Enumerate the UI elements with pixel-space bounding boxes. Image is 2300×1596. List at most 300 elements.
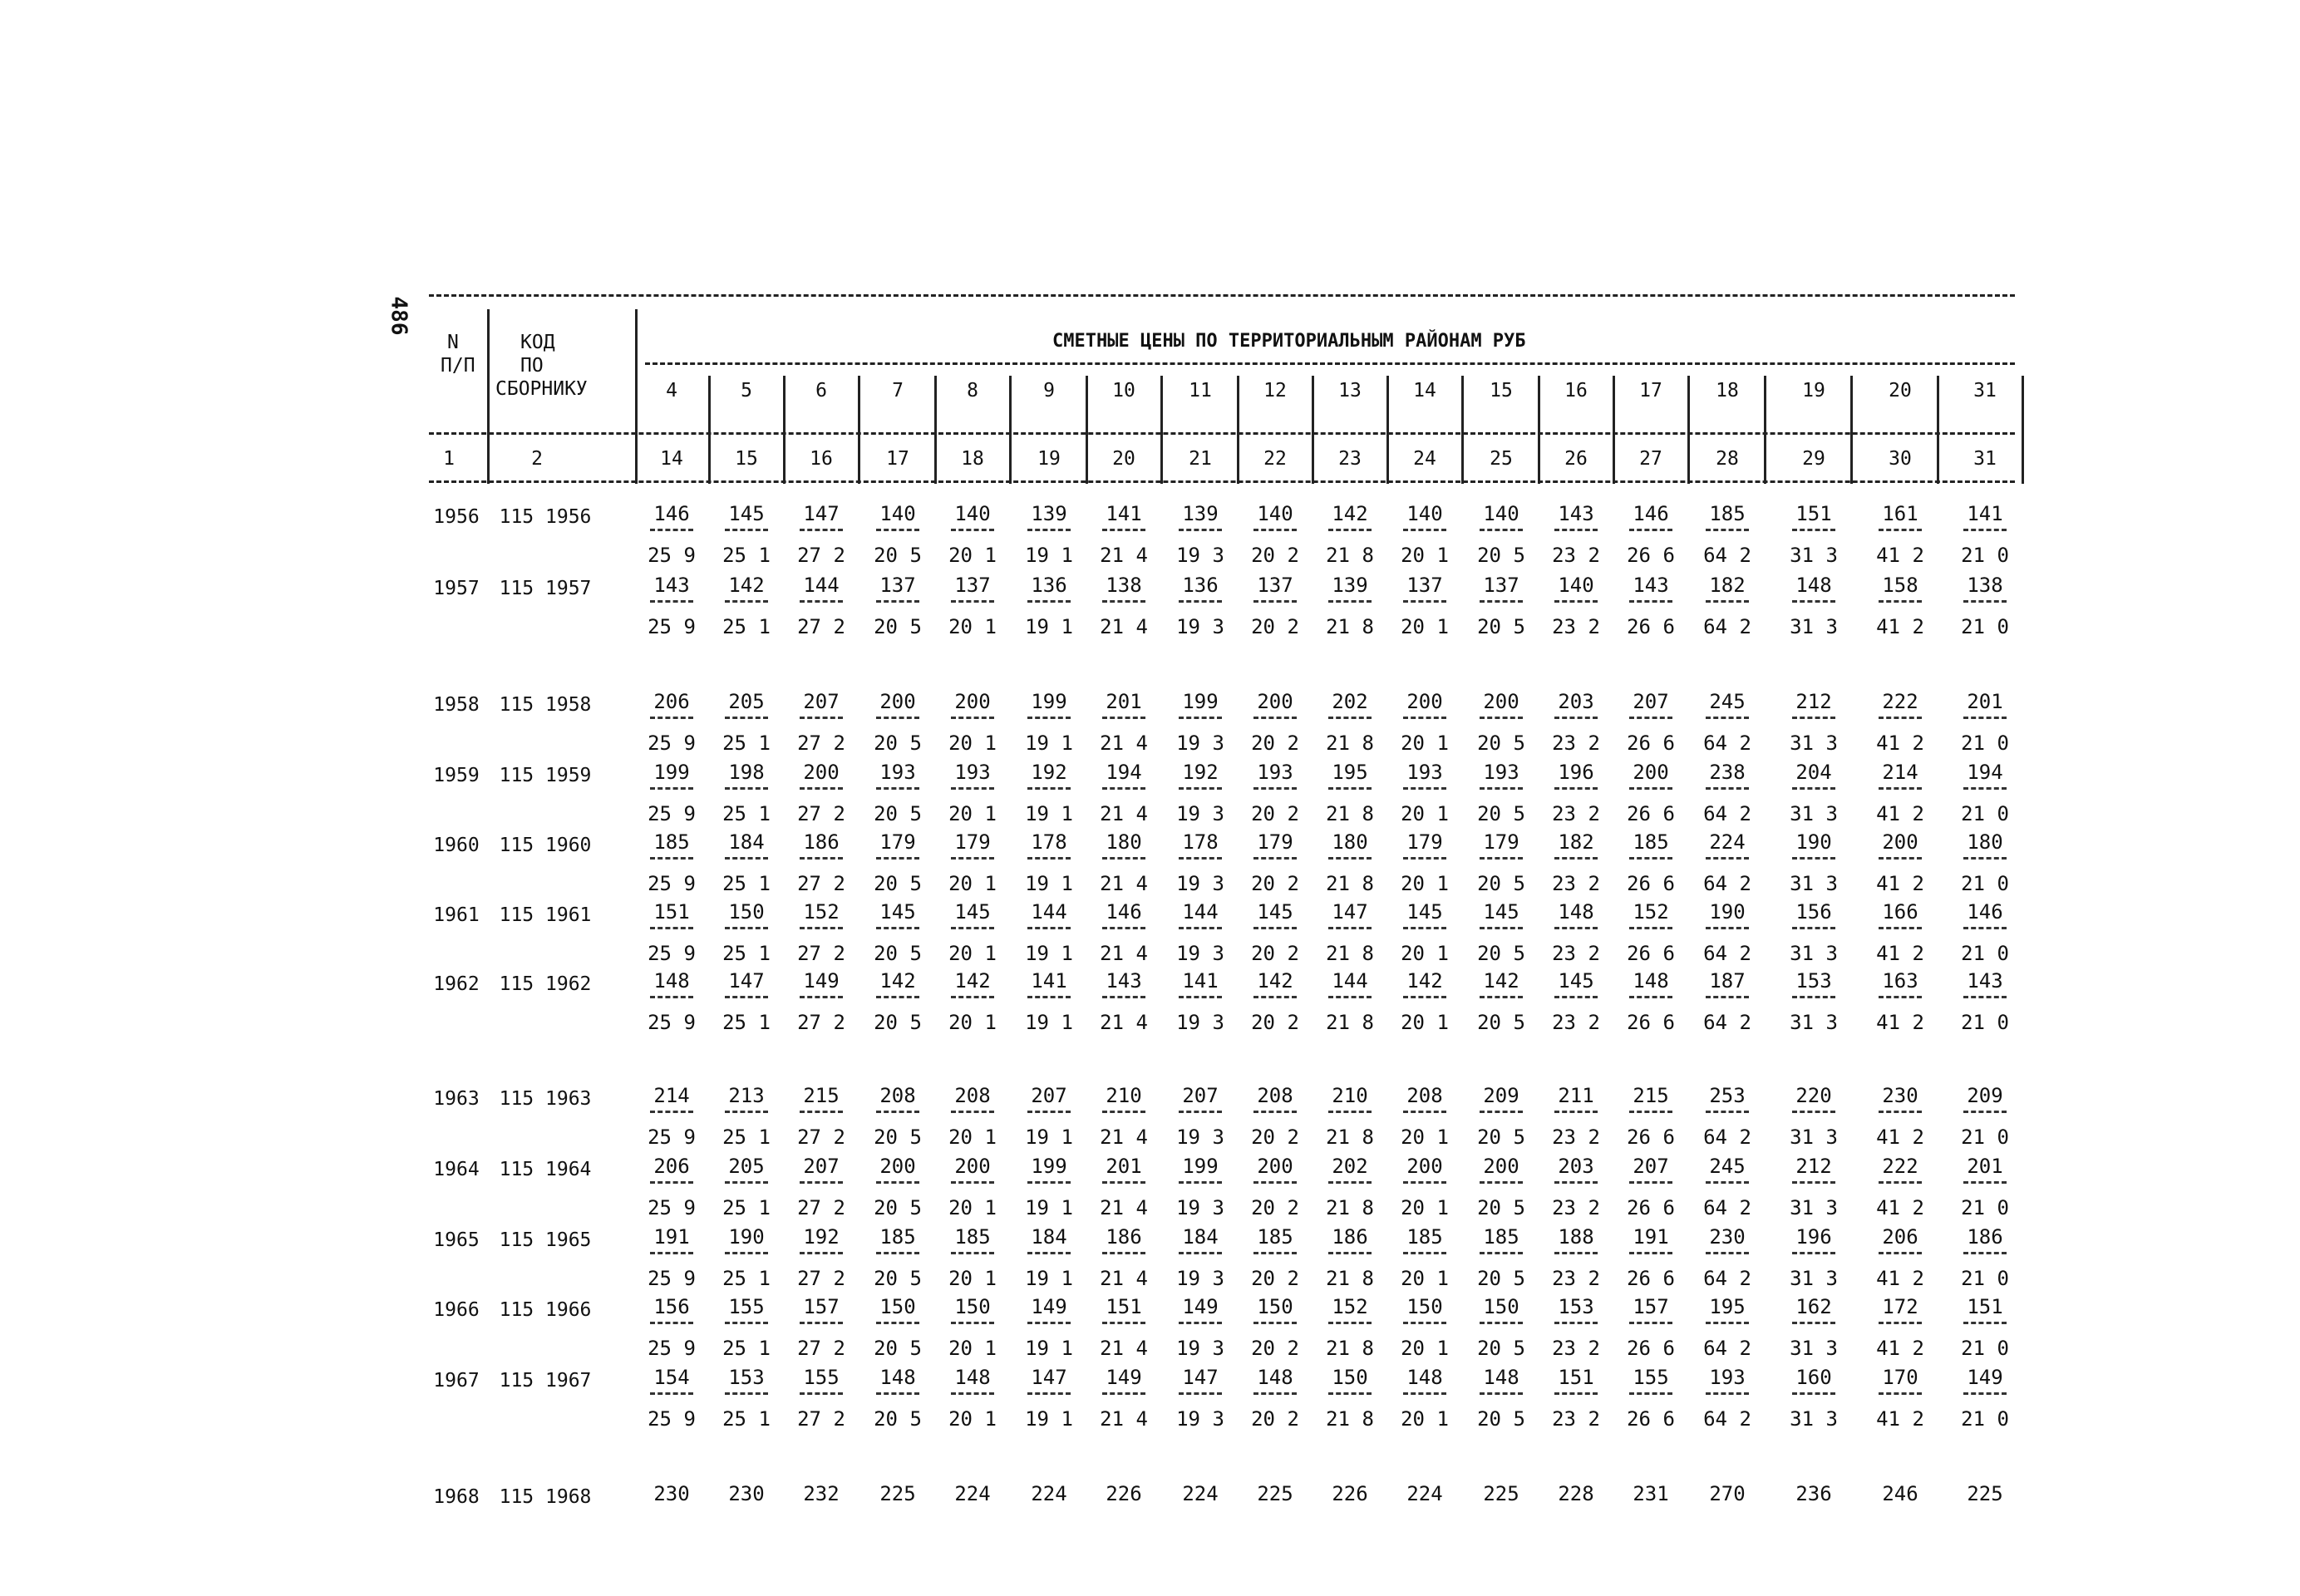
fraction-bar — [800, 927, 843, 929]
denominator-value: 20 5 — [874, 1196, 922, 1219]
price-value: 214 — [653, 1084, 690, 1107]
region-number: 18 — [1716, 380, 1739, 401]
fraction-bar — [650, 529, 693, 531]
price-value: 148 — [1633, 969, 1669, 993]
denominator-value: 21 0 — [1961, 872, 2009, 895]
price-value: 207 — [803, 690, 840, 713]
denominator-value: 20 2 — [1251, 732, 1299, 755]
fraction-bar — [1706, 1252, 1749, 1254]
price-value: 148 — [1483, 1366, 1519, 1389]
price-value: 158 — [1882, 574, 1918, 597]
denominator-value: 19 3 — [1176, 1407, 1224, 1431]
column-index: 30 — [1889, 448, 1912, 470]
denominator-value: 21 0 — [1961, 942, 2009, 965]
row-code: 115 1963 — [499, 1088, 592, 1110]
price-value: 154 — [653, 1366, 690, 1389]
denominator-value: 26 6 — [1627, 872, 1675, 895]
price-value: 148 — [1257, 1366, 1293, 1389]
denominator-value: 25 1 — [722, 1267, 771, 1290]
fraction-bar — [951, 1181, 994, 1184]
price-value: 200 — [1257, 690, 1293, 713]
price-value: 136 — [1182, 574, 1219, 597]
denominator-value: 20 2 — [1251, 615, 1299, 638]
denominator-value: 19 1 — [1025, 1407, 1073, 1431]
fraction-bar — [1879, 1252, 1922, 1254]
fraction-bar — [1403, 996, 1446, 998]
price-value: 199 — [653, 761, 690, 784]
denominator-value: 26 6 — [1627, 942, 1675, 965]
price-value: 152 — [803, 900, 840, 924]
price-value: 172 — [1882, 1295, 1918, 1318]
price-value: 202 — [1332, 690, 1368, 713]
fraction-bar — [1102, 1252, 1145, 1254]
fraction-bar — [800, 1322, 843, 1324]
fraction-bar — [1480, 1252, 1523, 1254]
price-value: 149 — [1106, 1366, 1142, 1389]
price-value: 180 — [1332, 830, 1368, 854]
price-value: 225 — [1257, 1482, 1293, 1505]
denominator-value: 20 5 — [1477, 942, 1525, 965]
region-number: 7 — [892, 380, 904, 401]
price-value: 141 — [1031, 969, 1067, 993]
price-value: 142 — [954, 969, 991, 993]
denominator-value: 27 2 — [797, 802, 845, 825]
fraction-bar — [1102, 1392, 1145, 1395]
price-value: 142 — [1332, 502, 1368, 525]
denominator-value: 25 1 — [722, 942, 771, 965]
fraction-bar — [1328, 600, 1372, 603]
price-value: 185 — [1406, 1225, 1443, 1249]
price-value: 206 — [653, 690, 690, 713]
denominator-value: 20 1 — [948, 1126, 997, 1149]
denominator-value: 21 8 — [1326, 615, 1374, 638]
price-value: 211 — [1558, 1084, 1594, 1107]
price-value: 224 — [1709, 830, 1746, 854]
fraction-bar — [1403, 857, 1446, 860]
price-value: 179 — [1257, 830, 1293, 854]
fraction-bar — [1102, 717, 1145, 719]
denominator-value: 31 3 — [1790, 615, 1838, 638]
price-value: 224 — [954, 1482, 991, 1505]
fraction-bar — [1554, 857, 1598, 860]
denominator-value: 26 6 — [1627, 1337, 1675, 1360]
price-value: 153 — [728, 1366, 765, 1389]
price-value: 186 — [803, 830, 840, 854]
fraction-bar — [650, 857, 693, 860]
denominator-value: 20 1 — [1401, 802, 1449, 825]
price-value: 195 — [1332, 761, 1368, 784]
fraction-bar — [1480, 1322, 1523, 1324]
fraction-bar — [951, 857, 994, 860]
denominator-value: 23 2 — [1552, 1196, 1600, 1219]
fraction-bar — [725, 1322, 768, 1324]
fraction-bar — [1480, 1181, 1523, 1184]
fraction-bar — [1792, 996, 1835, 998]
price-value: 179 — [954, 830, 991, 854]
denominator-value: 27 2 — [797, 1407, 845, 1431]
fraction-bar — [800, 1111, 843, 1113]
fraction-bar — [1027, 529, 1071, 531]
column-index: 14 — [660, 448, 683, 470]
price-value: 157 — [1633, 1295, 1669, 1318]
fraction-bar — [1403, 1111, 1446, 1113]
price-value: 185 — [1483, 1225, 1519, 1249]
denominator-value: 20 5 — [1477, 802, 1525, 825]
price-value: 150 — [728, 900, 765, 924]
fraction-bar — [1179, 787, 1222, 790]
fraction-bar — [876, 857, 919, 860]
denominator-value: 20 5 — [874, 802, 922, 825]
column-index: 23 — [1338, 448, 1362, 470]
fraction-bar — [1027, 717, 1071, 719]
denominator-value: 31 3 — [1790, 942, 1838, 965]
price-value: 145 — [1483, 900, 1519, 924]
price-value: 144 — [1332, 969, 1368, 993]
price-value: 236 — [1795, 1482, 1832, 1505]
denominator-value: 27 2 — [797, 1267, 845, 1290]
fraction-bar — [1328, 857, 1372, 860]
price-value: 146 — [653, 502, 690, 525]
denominator-value: 20 5 — [874, 942, 922, 965]
row-code: 115 1967 — [499, 1370, 592, 1392]
denominator-value: 41 2 — [1876, 802, 1924, 825]
denominator-value: 26 6 — [1627, 1126, 1675, 1149]
fraction-bar — [1629, 1252, 1672, 1254]
price-value: 203 — [1558, 1155, 1594, 1178]
fraction-bar — [1328, 787, 1372, 790]
price-value: 206 — [653, 1155, 690, 1178]
fraction-bar — [1792, 1252, 1835, 1254]
fraction-bar — [1963, 529, 2007, 531]
denominator-value: 20 1 — [1401, 1337, 1449, 1360]
price-value: 185 — [1257, 1225, 1293, 1249]
price-value: 231 — [1633, 1482, 1669, 1505]
fraction-bar — [1629, 1181, 1672, 1184]
price-value: 207 — [1633, 1155, 1669, 1178]
price-value: 200 — [1483, 690, 1519, 713]
denominator-value: 21 4 — [1100, 615, 1148, 638]
denominator-value: 26 6 — [1627, 1407, 1675, 1431]
denominator-value: 19 3 — [1176, 802, 1224, 825]
fraction-bar — [800, 600, 843, 603]
denominator-value: 21 8 — [1326, 1196, 1374, 1219]
denominator-value: 21 8 — [1326, 872, 1374, 895]
fraction-bar — [800, 529, 843, 531]
price-value: 137 — [1406, 574, 1443, 597]
price-value: 200 — [1406, 1155, 1443, 1178]
region-divider — [1538, 376, 1540, 484]
price-value: 206 — [1882, 1225, 1918, 1249]
price-value: 203 — [1558, 690, 1594, 713]
denominator-value: 41 2 — [1876, 942, 1924, 965]
price-value: 139 — [1332, 574, 1368, 597]
fraction-bar — [1328, 1392, 1372, 1395]
fraction-bar — [1328, 1111, 1372, 1113]
price-value: 184 — [1031, 1225, 1067, 1249]
fraction-bar — [1179, 529, 1222, 531]
header-n-line2: П/П — [441, 355, 475, 377]
price-value: 193 — [954, 761, 991, 784]
region-divider — [1937, 376, 1939, 484]
row-number: 1959 — [433, 765, 480, 786]
fraction-bar — [725, 927, 768, 929]
price-value: 144 — [803, 574, 840, 597]
price-value: 214 — [1882, 761, 1918, 784]
fraction-bar — [1792, 600, 1835, 603]
column-index: 20 — [1112, 448, 1135, 470]
row-number: 1968 — [433, 1486, 480, 1508]
price-value: 153 — [1558, 1295, 1594, 1318]
fraction-bar — [876, 996, 919, 998]
fraction-bar — [1403, 787, 1446, 790]
denominator-value: 20 2 — [1251, 1011, 1299, 1034]
denominator-value: 20 1 — [1401, 872, 1449, 895]
fraction-bar — [1792, 529, 1835, 531]
region-number: 14 — [1413, 380, 1436, 401]
fraction-bar — [1102, 1322, 1145, 1324]
denominator-value: 25 9 — [648, 732, 696, 755]
price-value: 143 — [1558, 502, 1594, 525]
fraction-bar — [1179, 1322, 1222, 1324]
region-divider — [1312, 376, 1314, 484]
row-code: 115 1958 — [499, 694, 592, 716]
price-value: 179 — [1483, 830, 1519, 854]
denominator-value: 21 8 — [1326, 1337, 1374, 1360]
column-index: 28 — [1716, 448, 1739, 470]
price-value: 207 — [1031, 1084, 1067, 1107]
denominator-value: 20 5 — [1477, 544, 1525, 567]
denominator-value: 41 2 — [1876, 732, 1924, 755]
fraction-bar — [725, 857, 768, 860]
region-number: 19 — [1802, 380, 1825, 401]
price-value: 226 — [1332, 1482, 1368, 1505]
denominator-value: 21 8 — [1326, 802, 1374, 825]
fraction-bar — [1480, 717, 1523, 719]
denominator-value: 21 4 — [1100, 732, 1148, 755]
price-value: 140 — [1257, 502, 1293, 525]
row-code: 115 1960 — [499, 835, 592, 856]
denominator-value: 25 9 — [648, 1267, 696, 1290]
fraction-bar — [650, 717, 693, 719]
price-value: 148 — [954, 1366, 991, 1389]
fraction-bar — [1253, 1322, 1297, 1324]
fraction-bar — [1480, 787, 1523, 790]
denominator-value: 27 2 — [797, 872, 845, 895]
price-value: 184 — [1182, 1225, 1219, 1249]
row-number: 1967 — [433, 1370, 480, 1392]
fraction-bar — [650, 1392, 693, 1395]
region-number: 6 — [815, 380, 827, 401]
column-index: 15 — [735, 448, 758, 470]
denominator-value: 25 1 — [722, 732, 771, 755]
denominator-value: 20 1 — [948, 802, 997, 825]
fraction-bar — [1179, 717, 1222, 719]
denominator-value: 21 0 — [1961, 1267, 2009, 1290]
denominator-value: 20 2 — [1251, 1126, 1299, 1149]
denominator-value: 20 1 — [1401, 1011, 1449, 1034]
region-divider — [1613, 376, 1615, 484]
price-value: 193 — [1406, 761, 1443, 784]
region-number: 20 — [1889, 380, 1912, 401]
denominator-value: 31 3 — [1790, 544, 1838, 567]
price-value: 230 — [1709, 1225, 1746, 1249]
price-value: 141 — [1967, 502, 2003, 525]
column-index: 26 — [1564, 448, 1588, 470]
denominator-value: 20 5 — [874, 872, 922, 895]
price-value: 148 — [1558, 900, 1594, 924]
fraction-bar — [1480, 927, 1523, 929]
fraction-bar — [1963, 600, 2007, 603]
denominator-value: 21 8 — [1326, 544, 1374, 567]
price-value: 147 — [728, 969, 765, 993]
price-value: 245 — [1709, 690, 1746, 713]
denominator-value: 21 4 — [1100, 872, 1148, 895]
fraction-bar — [1480, 996, 1523, 998]
fraction-bar — [1706, 717, 1749, 719]
fraction-bar — [951, 996, 994, 998]
price-value: 200 — [803, 761, 840, 784]
denominator-value: 64 2 — [1703, 615, 1751, 638]
price-value: 226 — [1106, 1482, 1142, 1505]
denominator-value: 20 1 — [1401, 615, 1449, 638]
fraction-bar — [1480, 1392, 1523, 1395]
region-number: 12 — [1263, 380, 1287, 401]
price-value: 144 — [1182, 900, 1219, 924]
price-value: 238 — [1709, 761, 1746, 784]
fraction-bar — [1629, 787, 1672, 790]
price-value: 150 — [1332, 1366, 1368, 1389]
price-value: 198 — [728, 761, 765, 784]
denominator-value: 20 2 — [1251, 942, 1299, 965]
fraction-bar — [951, 927, 994, 929]
fraction-bar — [1328, 1181, 1372, 1184]
price-value: 148 — [1406, 1366, 1443, 1389]
denominator-value: 25 9 — [648, 802, 696, 825]
denominator-value: 20 1 — [1401, 1126, 1449, 1149]
denominator-value: 19 3 — [1176, 1196, 1224, 1219]
price-value: 160 — [1795, 1366, 1832, 1389]
price-value: 141 — [1106, 502, 1142, 525]
price-value: 202 — [1332, 1155, 1368, 1178]
fraction-bar — [1963, 717, 2007, 719]
price-value: 185 — [653, 830, 690, 854]
fraction-bar — [1403, 1392, 1446, 1395]
price-value: 143 — [653, 574, 690, 597]
fraction-bar — [1102, 787, 1145, 790]
denominator-value: 25 1 — [722, 1407, 771, 1431]
header-divider-1 — [487, 309, 490, 484]
denominator-value: 21 4 — [1100, 1196, 1148, 1219]
fraction-bar — [1963, 1392, 2007, 1395]
price-value: 246 — [1882, 1482, 1918, 1505]
fraction-bar — [1963, 1181, 2007, 1184]
price-value: 270 — [1709, 1482, 1746, 1505]
price-value: 215 — [803, 1084, 840, 1107]
denominator-value: 23 2 — [1552, 802, 1600, 825]
denominator-value: 20 2 — [1251, 802, 1299, 825]
price-value: 149 — [1031, 1295, 1067, 1318]
denominator-value: 21 0 — [1961, 802, 2009, 825]
price-value: 138 — [1106, 574, 1142, 597]
denominator-value: 25 1 — [722, 1337, 771, 1360]
price-value: 201 — [1106, 690, 1142, 713]
denominator-value: 20 1 — [948, 544, 997, 567]
price-value: 147 — [803, 502, 840, 525]
denominator-value: 20 1 — [948, 872, 997, 895]
denominator-value: 64 2 — [1703, 1267, 1751, 1290]
denominator-value: 20 1 — [948, 1011, 997, 1034]
price-value: 150 — [1406, 1295, 1443, 1318]
header-bottom-rule — [429, 480, 2015, 483]
region-divider — [783, 376, 786, 484]
price-value: 147 — [1332, 900, 1368, 924]
denominator-value: 20 1 — [948, 1337, 997, 1360]
price-value: 143 — [1106, 969, 1142, 993]
fraction-bar — [1027, 787, 1071, 790]
denominator-value: 20 2 — [1251, 1267, 1299, 1290]
fraction-bar — [1179, 1252, 1222, 1254]
price-value: 137 — [954, 574, 991, 597]
price-value: 185 — [954, 1225, 991, 1249]
denominator-value: 20 1 — [948, 1407, 997, 1431]
fraction-bar — [1879, 927, 1922, 929]
fraction-bar — [650, 1322, 693, 1324]
fraction-bar — [725, 1111, 768, 1113]
price-value: 140 — [1406, 502, 1443, 525]
price-value: 143 — [1633, 574, 1669, 597]
price-value: 200 — [1483, 1155, 1519, 1178]
fraction-bar — [1879, 1181, 1922, 1184]
fraction-bar — [1706, 1181, 1749, 1184]
denominator-value: 20 1 — [1401, 1407, 1449, 1431]
denominator-value: 23 2 — [1552, 1011, 1600, 1034]
fraction-bar — [1102, 600, 1145, 603]
region-number: 15 — [1490, 380, 1513, 401]
denominator-value: 26 6 — [1627, 732, 1675, 755]
denominator-value: 19 3 — [1176, 872, 1224, 895]
fraction-bar — [1179, 600, 1222, 603]
row-code: 115 1959 — [499, 765, 592, 786]
denominator-value: 19 1 — [1025, 732, 1073, 755]
denominator-value: 31 3 — [1790, 1126, 1838, 1149]
price-value: 137 — [1257, 574, 1293, 597]
row-code: 115 1964 — [499, 1159, 592, 1180]
fraction-bar — [1253, 1252, 1297, 1254]
price-value: 212 — [1795, 1155, 1832, 1178]
fraction-bar — [876, 600, 919, 603]
fraction-bar — [1706, 996, 1749, 998]
price-value: 184 — [728, 830, 765, 854]
price-value: 230 — [1882, 1084, 1918, 1107]
fraction-bar — [1963, 1322, 2007, 1324]
fraction-bar — [1629, 857, 1672, 860]
price-value: 208 — [1257, 1084, 1293, 1107]
denominator-value: 19 3 — [1176, 544, 1224, 567]
price-value: 161 — [1882, 502, 1918, 525]
denominator-value: 41 2 — [1876, 544, 1924, 567]
fraction-bar — [650, 1181, 693, 1184]
denominator-value: 25 9 — [648, 1337, 696, 1360]
fraction-bar — [1102, 857, 1145, 860]
fraction-bar — [1253, 857, 1297, 860]
price-value: 201 — [1967, 690, 2003, 713]
header-code — [495, 331, 588, 401]
price-value: 136 — [1031, 574, 1067, 597]
fraction-bar — [1792, 717, 1835, 719]
price-value: 156 — [1795, 900, 1832, 924]
row-number: 1965 — [433, 1229, 480, 1251]
header-mid-rule — [429, 432, 2015, 435]
